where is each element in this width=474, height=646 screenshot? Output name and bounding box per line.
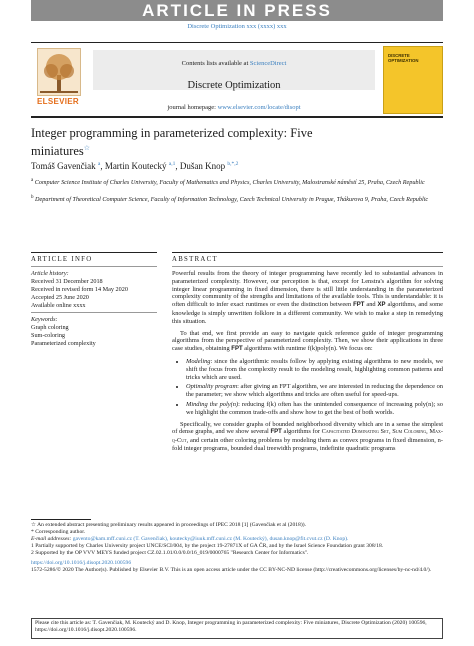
emails-label: E-mail addresses: [31,536,73,542]
paper-title [31,126,371,159]
article-info-heading: ARTICLE INFO [31,256,93,263]
please-cite-box: Please cite this article as: T. Gavenčiak, M. Koutecký and D. Knop, Integer programming in parameterized complexity: Five miniatures, Discrete Optimization (2020) 100596, https://doi.org/10.1016/j.disopt.2020.100596. [31,618,443,639]
history-item: Accepted 25 June 2020 [31,294,89,301]
footnote-title: ☆ An extended abstract presenting preliminary results appeared in proceedings of IPEC 2018 [1] (Gavenčiak et al (2018)). [31,522,306,528]
author-name: Dušan Knop [179,161,226,171]
journal-title: Discrete Optimization [187,80,281,91]
abstract-bullet-list [172,358,443,417]
abstract-divider [172,266,443,267]
cover-title [388,53,438,63]
article-info-top-rule [31,252,157,253]
author-marks[interactable]: a,1 [168,161,176,167]
article-info-divider [31,266,157,267]
footnotes [31,522,443,574]
author-marks[interactable]: a [97,161,101,167]
affiliation-mark: b [31,195,34,200]
sciencedirect-link[interactable]: ScienceDirect [249,60,287,67]
history-item: Received in revised form 14 May 2020 [31,286,128,293]
footnote-2: 2 Supported by the OP VVV MEYS funded project CZ.02.1.01/0.0/0.0/16_019/0000765 "Research Center for Informatics". [31,550,309,556]
cover-title-line1: DISCRETE [388,53,410,58]
abstract-bullet: • Minding the poly(n): reducing f(k) often has the unintended consequence of increasing poly(n); so we highlight the common trade-offs and show how to get the best of both worlds. [186,401,443,417]
abstract-top-rule [172,252,443,253]
doi-link[interactable]: https://doi.org/10.1016/j.disopt.2020.100596 [31,560,132,566]
abstract-paragraph: To that end, we first provide an easy to navigate quick reference guide of integer programming algorithms from the perspective of parameterized complexity. Then, we show their applications in three case studies, obtaining FPT algorithms with runtime f(k)poly(n). We focus on: [172,329,443,353]
footnote-emails [31,536,443,543]
author-marks[interactable]: b,*,2 [227,161,239,167]
header-bottom-rule [31,116,443,118]
footnote-rule [31,519,91,520]
author-name: Tomáš Gavenčiak [31,161,96,171]
cover-title-line2: OPTIMIZATION [388,58,419,63]
author-list: Tomáš Gavenčiak $^a$, Martin Koutecký $^{a,1}$, Dušan Knop $^{b,*,2}$ [31,161,239,171]
homepage-link[interactable]: www.elsevier.com/locate/disopt [217,104,301,111]
contents-prefix: Contents lists available at [181,60,250,67]
title-footnote-mark[interactable]: ☆ [83,144,91,152]
history-item: Available online xxxx [31,302,86,309]
affiliation-mark: a [31,178,34,183]
keywords-divider [31,312,157,313]
author-name: Martin Koutecký [104,161,167,171]
keyword: Parameterized complexity [31,340,96,347]
history-label: Article history: [31,270,69,277]
elsevier-tree-logo [37,48,81,96]
license-line: 1572-5286/© 2020 The Author(s). Published by Elsevier B.V. This is an open access article under the CC BY-NC-ND license (http://creativecommons.org/licenses/by-nc-nd/4.0/). [31,567,432,573]
journal-homepage-line [93,104,375,111]
article-in-press-banner: ARTICLE IN PRESS [31,0,443,21]
homepage-prefix: journal homepage: [167,104,218,111]
keyword: Graph coloring [31,324,69,331]
abstract-bullet: • Modeling: since the algorithmic results follow by applying existing algorithms to new models, we shift the focus from the complexity result to the modeling result, highlighting common patterns and tricks which are used. [186,358,443,381]
affiliation-text: Department of Theoretical Computer Science, Faculty of Information Technology, Czech Technical University in Prague, Thákurova 9, Praha, Czech Republic [35,196,429,204]
keywords-label: Keywords: [31,316,58,323]
history-item: Received 31 December 2018 [31,278,103,285]
footnote-corresponding: * Corresponding author. [31,529,86,535]
article-history [31,278,161,310]
affiliation-text: Computer Science Institute of Charles University, Faculty of Mathematics and Physics, Charles University, Malostranské náměstí 25, Praha, Czech Republic [34,179,425,187]
email-links[interactable]: gavento@kam.mff.cuni.cz (T. Gavenčiak), koutecky@iuuk.mff.cuni.cz (M. Koutecký), dusan.knop@fit.cvut.cz (D. Knop). [72,536,349,542]
paper-title-text: Integer programming in parameterized complexity: Five miniatures [31,126,313,159]
header-top-rule [31,42,443,43]
keyword: Sum-coloring [31,332,66,339]
footnote-1: 1 Partially supported by Charles University project UNCE/SCI/004, by the project 19-27871X of GA ČR, and by the Israel Science Foundation grant 308/18. [31,543,384,549]
abstract-bullet: • Optimality program: after giving an FPT algorithm, we are interested in reducing the dependence on the parameter; we show which algorithms and tricks are often useful for speed-ups. [186,383,443,399]
elsevier-wordmark: ELSEVIER [37,97,79,106]
affiliation-a [31,177,443,187]
abstract-paragraph: Specifically, we consider graphs of bounded neighborhood diversity which are in a sense the simplest of dense graphs, and we show several FPT algorithms for Capacitated Dominating Set, Sum Coloring, Max-q-Cut, and certain other coloring problems by modeling them as convex programs in fixed dimension, n-fold integer programs, bounded dual treewidth programs, indefinite quadratic programs [172,420,443,452]
abstract-heading: ABSTRACT [172,256,218,263]
affiliation-b [31,194,443,204]
journal-reference[interactable]: Discrete Optimization xxx (xxxx) xxx [187,23,287,30]
abstract-paragraph: Powerful results from the theory of integer programming have recently led to substantial advances in parameterized complexity. However, our perception is that, except for Lenstra's algorithm for solving integer linear programming in fixed dimension, there is still little understanding in the parameterized complexity community of the strengths and limitations of the available tools. This is understandable: it is often difficult to infer exact runtimes or even the distinction between FPT and XP algorithms, and some knowledge is simply unwritten folklore in a different community. We wish to make a step in remedying this situation. [172,270,443,325]
abstract-body [172,270,443,457]
contents-available-line [93,60,375,67]
keywords-list [31,324,161,348]
